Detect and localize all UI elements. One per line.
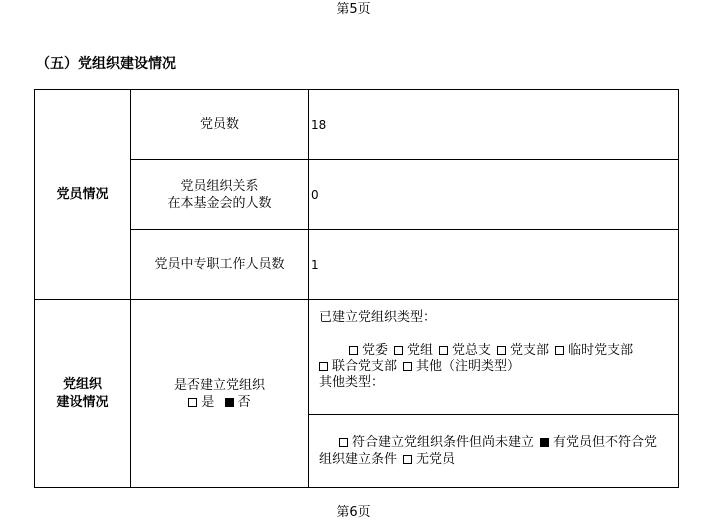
type-label-committee: 党委 (362, 343, 389, 358)
party-building-table (34, 89, 679, 488)
type-checkbox-general-branch[interactable] (439, 346, 448, 355)
org-types-cell (309, 300, 679, 415)
no-checkbox[interactable] (225, 398, 234, 407)
footer-page-number: 第6页 (336, 505, 371, 520)
header-page-number: 第5页 (336, 2, 371, 17)
type-checkbox-committee[interactable] (349, 346, 358, 355)
table-row (35, 230, 679, 300)
member-count-value: 18 (309, 90, 679, 160)
org-building-group-label (35, 300, 131, 488)
condition-label-no-members: 无党员 (416, 452, 456, 467)
condition-label-not-eligible: 有党员但不符合党组织建立条件 (319, 435, 658, 467)
type-checkbox-other[interactable] (403, 362, 412, 371)
type-checkbox-branch[interactable] (497, 346, 506, 355)
member-count-label: 党员数 (131, 90, 309, 160)
type-label-temporary-branch: 临时党支部 (568, 343, 634, 358)
yes-label: 是 (201, 394, 215, 410)
org-building-label-line2: 建设情况 (56, 394, 109, 410)
type-label-party-group: 党组 (407, 343, 434, 358)
org-condition-cell (309, 415, 679, 488)
yes-checkbox[interactable] (188, 398, 197, 407)
section-title: （五）党组织建设情况 (36, 56, 176, 72)
type-label-branch: 党支部 (510, 343, 550, 358)
org-building-label-line1: 党组织 (62, 376, 102, 392)
party-members-group-label: 党员情况 (35, 90, 131, 300)
org-established-question-text: 是否建立党组织 (173, 377, 265, 393)
condition-checkbox-not-established[interactable] (339, 438, 348, 447)
type-checkbox-temporary-branch[interactable] (555, 346, 564, 355)
other-types-label: 其他类型： (319, 375, 385, 390)
org-type-options-line2 (319, 359, 664, 375)
type-label-joint-branch: 联合党支部 (332, 359, 398, 374)
no-label: 否 (237, 394, 251, 410)
condition-line1 (319, 435, 657, 467)
type-checkbox-joint-branch[interactable] (319, 362, 328, 371)
fulltime-staff-value: 1 (309, 230, 679, 300)
table-row (35, 160, 679, 230)
condition-checkbox-no-members[interactable] (403, 455, 412, 464)
org-relation-label-line1: 党员组织关系 (180, 178, 259, 194)
type-label-other: 其他（注明类型） (416, 359, 521, 374)
condition-checkbox-not-eligible[interactable] (540, 438, 549, 447)
org-type-options (319, 343, 664, 359)
type-checkbox-party-group[interactable] (394, 346, 403, 355)
fulltime-staff-label: 党员中专职工作人员数 (131, 230, 309, 300)
table-row (35, 300, 679, 415)
spacer (319, 326, 664, 343)
condition-label-not-established: 符合建立党组织条件但尚未建立 (352, 435, 535, 450)
org-relation-label (131, 160, 309, 230)
org-relation-label-line2: 在本基金会的人数 (167, 195, 272, 211)
type-label-general-branch: 党总支 (452, 343, 492, 358)
org-types-heading: 已建立党组织类型： (319, 310, 437, 325)
org-relation-value: 0 (309, 160, 679, 230)
org-established-question (131, 300, 309, 488)
table-row (35, 90, 679, 160)
